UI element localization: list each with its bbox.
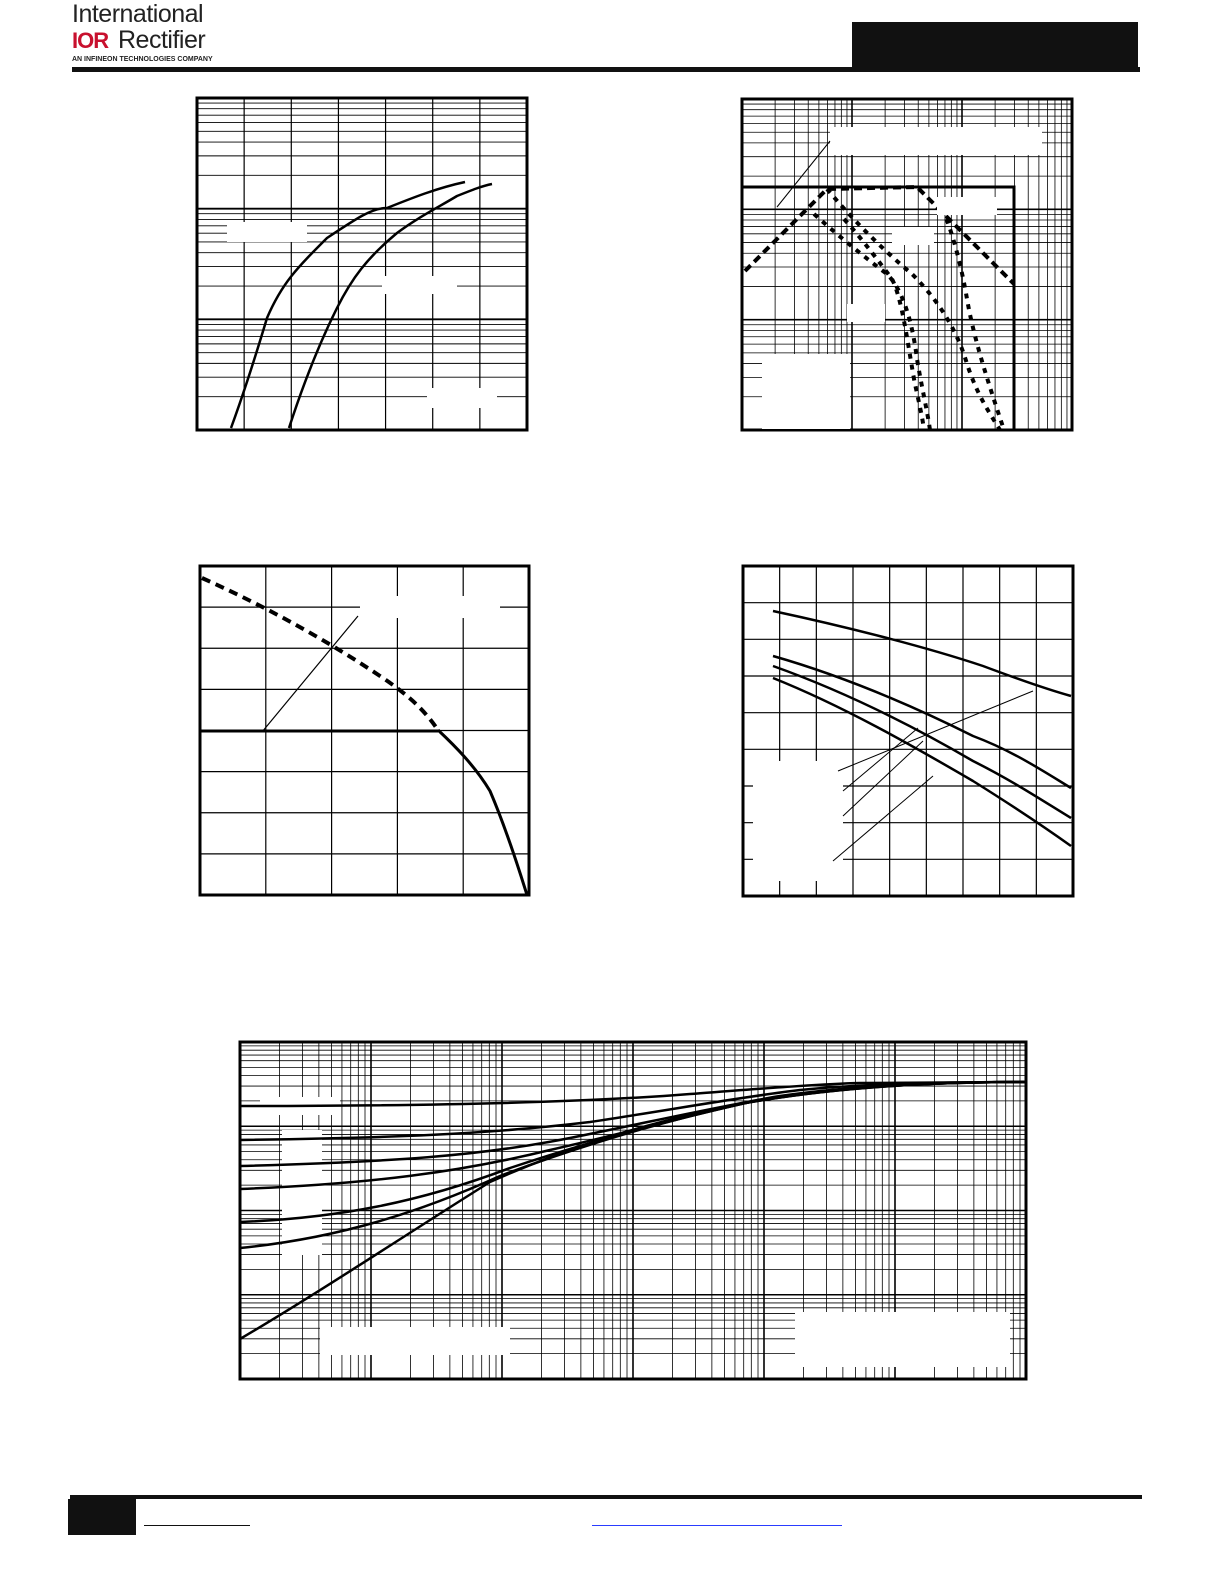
chart-1-label-mask-1 (227, 222, 307, 242)
chart-4 (743, 566, 1073, 896)
logo-subtitle: AN INFINEON TECHNOLOGIES COMPANY (72, 56, 213, 63)
chart-5 (240, 1042, 1026, 1379)
chart-2-label-mask-3 (847, 304, 885, 322)
chart-1-label-mask-2 (382, 276, 457, 294)
chart-4-label-mask (753, 761, 843, 881)
logo-text-international: International (72, 0, 204, 28)
footer-link-underline[interactable] (592, 1525, 842, 1526)
chart-2-label-mask-4 (762, 354, 850, 429)
footer-rule (70, 1495, 1142, 1499)
chart-4-leader-2 (843, 728, 918, 791)
chart-5-label-mask-4 (795, 1312, 1010, 1367)
chart-3-label-mask (360, 596, 500, 618)
header-rule (72, 67, 1140, 72)
chart-2 (742, 99, 1072, 430)
header-part-number-box (852, 22, 1138, 70)
chart-2-label-mask-top (830, 127, 1042, 155)
footer-underline (144, 1525, 250, 1526)
chart-5-label-mask-3 (320, 1327, 510, 1355)
chart-2-label-mask-1 (937, 197, 997, 215)
chart-4-leader-4 (833, 776, 933, 861)
chart-1 (197, 98, 527, 430)
logo-text-rectifier: Rectifier (118, 26, 206, 54)
footer-page-number-box (68, 1499, 136, 1535)
logo-mark: IOR (72, 28, 109, 53)
chart-1-label-mask-3 (427, 388, 497, 408)
chart-2-label-mask-2 (892, 227, 934, 245)
chart-3 (200, 566, 529, 895)
chart-2-leader (777, 141, 830, 207)
